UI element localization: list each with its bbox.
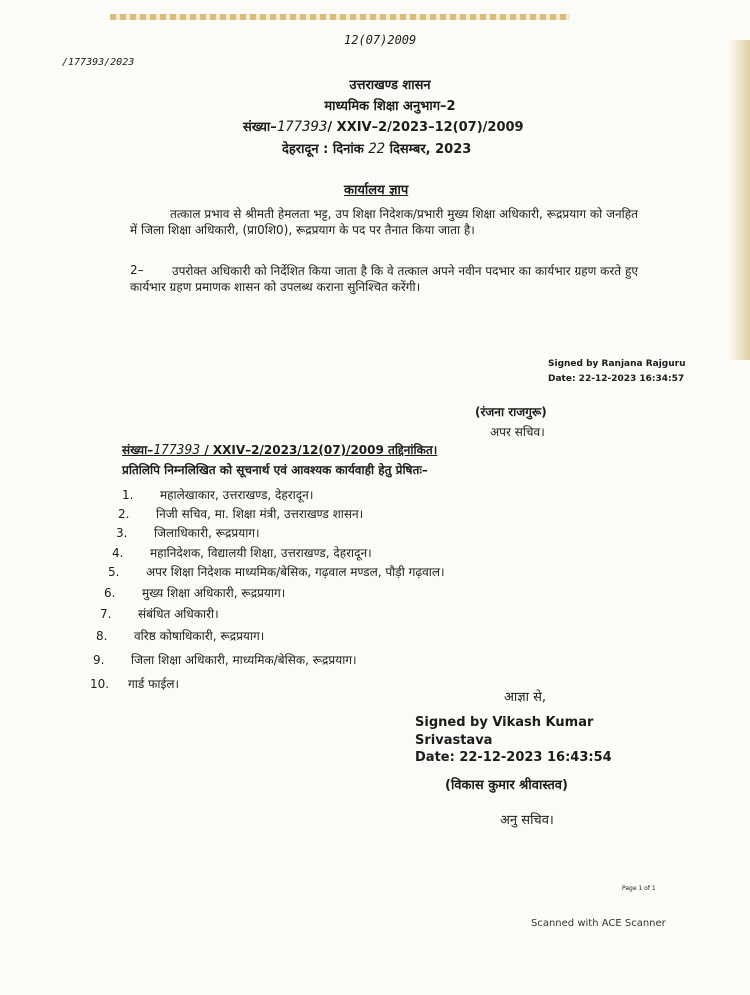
order-number [243, 117, 524, 135]
signature-2-signed-by-cont: Srivastava [415, 733, 493, 748]
top-reference: 12(07)2009 [344, 33, 417, 47]
by-order-text: आज्ञा से, [504, 690, 547, 705]
document-title: कार्यालय ज्ञाप [344, 183, 409, 198]
order-date [282, 139, 471, 157]
list-item: 10. गार्ड फाईल। [90, 677, 180, 691]
list-item: 4. महानिदेशक, विद्यालयी शिक्षा, उत्तराखण्ड, देहरादून। [112, 546, 372, 560]
list-item: 3. जिलाधिकारी, रूद्रप्रयाग। [116, 526, 260, 540]
list-item: 5. अपर शिक्षा निदेशक माध्यमिक/बेसिक, गढ़वाल मण्डल, पौड़ी गढ़वाल। [108, 565, 445, 579]
page-number: Page 1 of 1 [622, 885, 656, 892]
left-reference: /177393/2023 [62, 57, 135, 68]
signature-2-date: Date: 22-12-2023 16:43:54 [415, 750, 612, 765]
list-item: 1. महालेखाकार, उत्तराखण्ड, देहरादून। [122, 488, 314, 502]
paragraph-1: तत्काल प्रभाव से श्रीमती हेमलता भट्ट, उप शिक्षा निदेशक/प्रभारी मुख्य शिक्षा अधिकारी, रूद्रप्रयाग को जनहित में जिला शिक्षा अधिकारी, (प्रा0शि0), रूद्रप्रयाग के पद पर तैनात किया जाता है। [130, 207, 638, 237]
copy-heading: प्रतिलिपि निम्नलिखित को सूचनार्थ एवं आवश्यक कार्यवाही हेतु प्रेषितः– [122, 463, 428, 477]
copy-number [122, 441, 437, 458]
copy-number-label: संख्या– [122, 443, 154, 457]
signature-1-signed-by: Signed by Ranjana Rajguru [548, 359, 686, 369]
government-name: उत्तराखण्ड शासन [349, 78, 431, 93]
list-item: 8. वरिष्ठ कोषाधिकारी, रूद्रप्रयाग। [96, 629, 265, 643]
scan-edge-mark [110, 14, 570, 20]
order-date-rest: दिसम्बर, 2023 [389, 142, 472, 157]
list-item: 9. जिला शिक्षा अधिकारी, माध्यमिक/बेसिक, रूद्रप्रयाग। [93, 653, 357, 667]
order-number-rest: / XXIV–2/2023–12(07)/2009 [327, 120, 524, 135]
section-name: माध्यमिक शिक्षा अनुभाग–2 [324, 99, 456, 114]
signature-2-designation: अनु सचिव। [500, 813, 554, 828]
signature-1-date: Date: 22-12-2023 16:34:57 [548, 374, 685, 384]
order-number-handwritten: 177393 [276, 119, 328, 135]
order-number-label: संख्या– [243, 120, 277, 135]
signature-1-designation: अपर सचिव। [490, 425, 545, 439]
paragraph-2: उपरोक्त अधिकारी को निर्देशित किया जाता है कि वे तत्काल अपने नवीन पदभार का कार्यभार ग्रहण करते हुए कार्यभार ग्रहण प्रमाणक शासन को उपलब्ध कराना सुनिश्चित करेंगी। [130, 264, 638, 294]
copy-number-handwritten: 177393 [153, 443, 201, 458]
scanner-watermark: Scanned with ACE Scanner [531, 918, 666, 929]
signature-1-name: (रंजना राजगुरू) [475, 405, 547, 419]
paragraph-2-number: 2– [130, 263, 144, 277]
copy-number-rest: / XXIV–2/2023/12(07)/2009 तद्दिनांकित। [204, 443, 438, 457]
list-item: 7. संबंधित अधिकारी। [100, 607, 219, 621]
list-item: 6. मुख्य शिक्षा अधिकारी, रूद्रप्रयाग। [104, 586, 286, 600]
list-item: 2. निजी सचिव, मा. शिक्षा मंत्री, उत्तराखण्ड शासन। [118, 507, 364, 521]
signature-2-signed-by: Signed by Vikash Kumar [415, 715, 594, 730]
order-date-label: देहरादून : दिनांक [282, 142, 364, 157]
signature-2-name: (विकास कुमार श्रीवास्तव) [445, 778, 568, 793]
order-date-handwritten: 22 [368, 141, 386, 157]
